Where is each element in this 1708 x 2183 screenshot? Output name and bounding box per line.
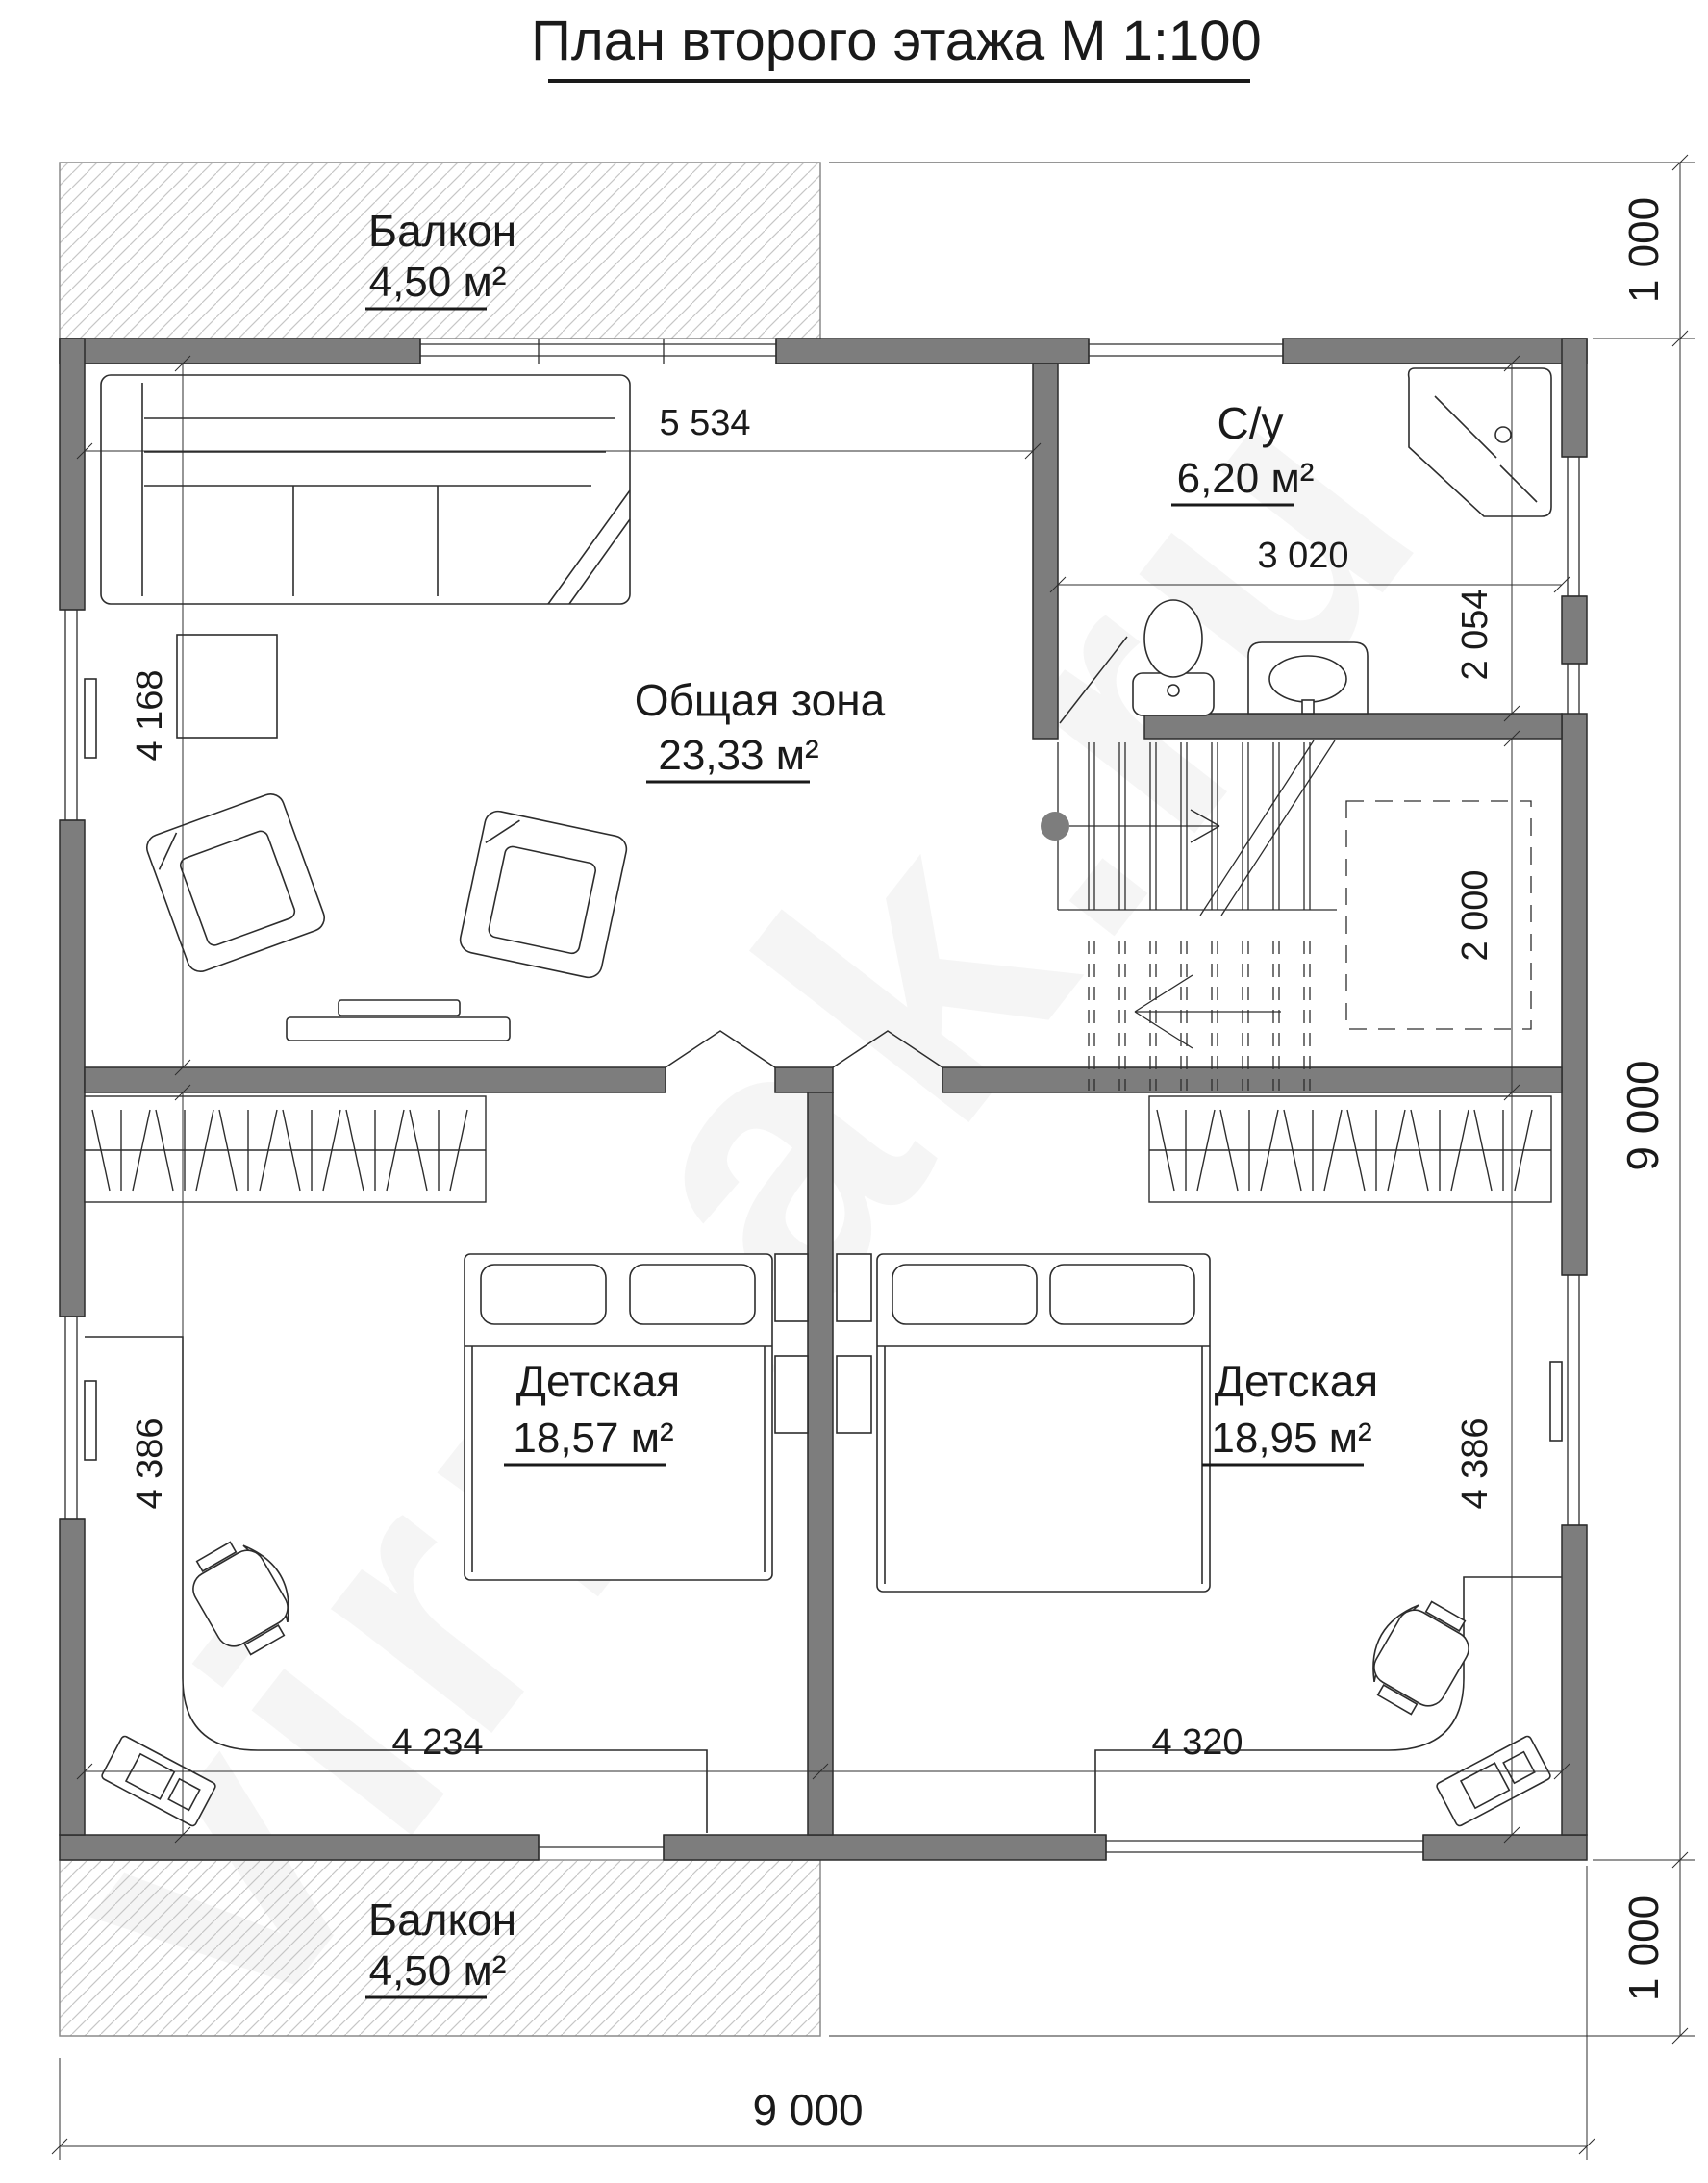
desk-devices-right — [1436, 1735, 1552, 1827]
room-label-child-left: Детская — [515, 1356, 681, 1406]
coffee-table — [177, 635, 277, 738]
room-area-living: 23,33 м² — [658, 732, 819, 779]
armchair-2 — [458, 809, 629, 980]
desk-chair-right — [1354, 1589, 1481, 1724]
armchair-1 — [143, 790, 328, 975]
room-area-child-right: 18,95 м² — [1211, 1415, 1372, 1462]
room-label-wc: С/у — [1217, 398, 1284, 448]
radiator-bedroom-left — [85, 1381, 96, 1460]
room-area-child-left: 18,57 м² — [513, 1415, 674, 1462]
wardrobe-left — [85, 1096, 486, 1202]
bed-right — [837, 1254, 1210, 1592]
tv-console — [287, 1000, 510, 1041]
dim-living-height: 4 168 — [130, 669, 170, 762]
dim-stairs-height: 2 000 — [1455, 869, 1495, 962]
sink — [1248, 642, 1368, 714]
dim-child-left-width: 4 234 — [391, 1722, 484, 1763]
radiator-living — [85, 679, 96, 758]
room-area-wc: 6,20 м² — [1176, 455, 1315, 502]
dim-living-width: 5 534 — [659, 403, 751, 443]
title-block — [531, 10, 1262, 81]
dim-child-right-height: 4 386 — [1455, 1418, 1495, 1510]
dim-child-left-height: 4 386 — [130, 1418, 170, 1510]
living-furniture — [101, 375, 630, 1041]
room-area-balcony-bottom: 4,50 м² — [368, 1947, 507, 1995]
dim-balcony-top-depth: 1 000 — [1620, 196, 1668, 304]
room-area-balcony-top: 4,50 м² — [368, 259, 507, 306]
dim-child-right-width: 4 320 — [1151, 1722, 1243, 1763]
dim-wc-height: 2 054 — [1455, 589, 1495, 681]
page-title: План второго этажа М 1:100 — [531, 10, 1262, 72]
room-label-living: Общая зона — [634, 675, 886, 725]
wardrobe-right — [1149, 1096, 1551, 1202]
room-label-child-right: Детская — [1214, 1356, 1379, 1406]
dim-wc-width: 3 020 — [1257, 536, 1349, 576]
dim-balcony-bottom-depth: 1 000 — [1620, 1894, 1668, 2002]
radiator-bedroom-right — [1550, 1362, 1562, 1441]
sofa — [101, 375, 630, 604]
room-label-balcony-top: Балкон — [367, 206, 517, 256]
room-label-balcony-bottom: Балкон — [367, 1894, 517, 1945]
dim-overall-width: 9 000 — [752, 2085, 864, 2135]
dim-overall-height: 9 000 — [1618, 1060, 1668, 1171]
